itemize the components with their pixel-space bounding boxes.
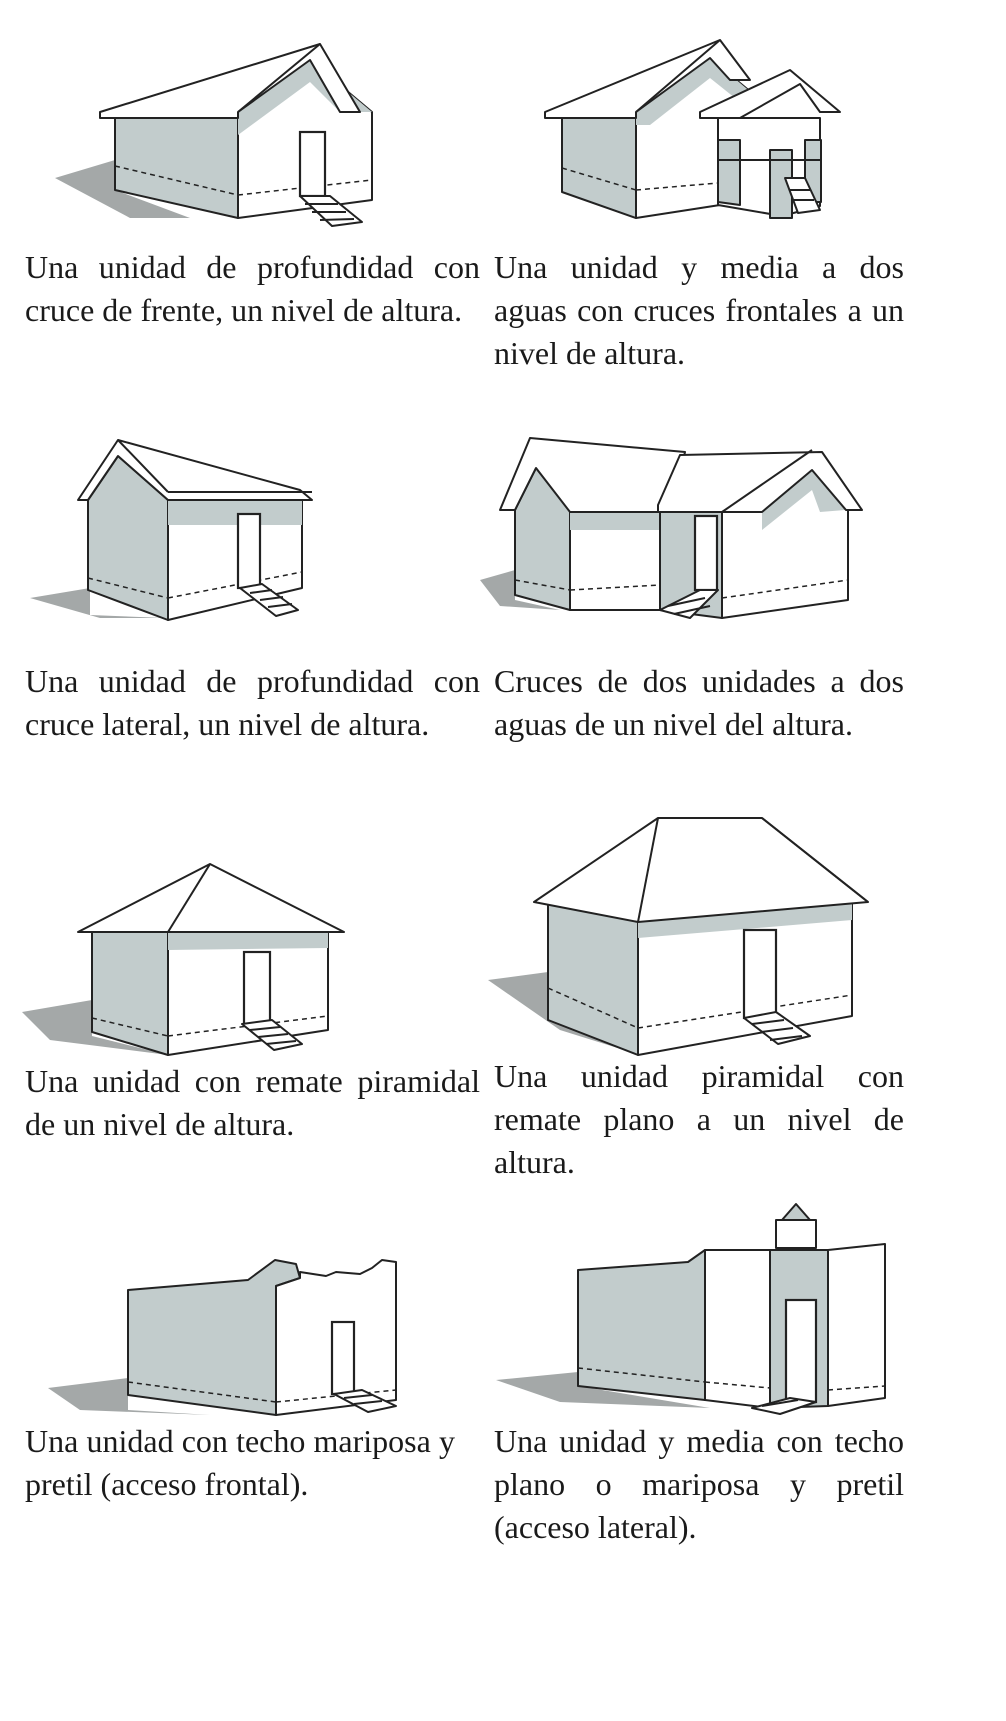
figure-6-caption: Una unidad piramidal con remate plano a un nivel de altura.	[494, 1058, 904, 1180]
figure-5-caption: Una unidad con remate piramidal de un nivel de altura.	[25, 1063, 480, 1142]
figure-7-caption: Una unidad con techo mariposa y pretil (acceso frontal).	[25, 1423, 455, 1502]
figure-4	[494, 430, 980, 830]
figure-6	[494, 810, 980, 1250]
figure-8-caption: Una unidad y media con techo plano o mariposa y pretil (acceso lateral).	[494, 1423, 904, 1545]
figure-4-caption: Cruces de dos unidades a dos aguas de un nivel del altura.	[494, 663, 904, 742]
figure-8	[494, 1290, 980, 1710]
figure-3-caption: Una unidad de profundidad con cruce lateral, un nivel de altura.	[25, 663, 480, 742]
figure-7	[0, 1290, 480, 1690]
cross-gable-house-icon	[500, 430, 980, 670]
figure-3	[0, 430, 480, 830]
figure-2-caption: Una unidad y media a dos aguas con cruces frontales a un nivel de altura.	[494, 249, 904, 371]
hip-roof-house-icon	[500, 810, 980, 1070]
figure-2	[494, 0, 980, 390]
gable-house-front-entry-icon	[0, 0, 480, 240]
gable-house-side-entry-icon	[0, 430, 480, 670]
figure-5	[0, 860, 480, 1260]
figure-1	[0, 0, 480, 390]
figure-1-caption: Una unidad de profundidad con cruce de frente, un nivel de altura.	[25, 249, 480, 328]
gable-house-with-porch-icon	[500, 0, 980, 240]
